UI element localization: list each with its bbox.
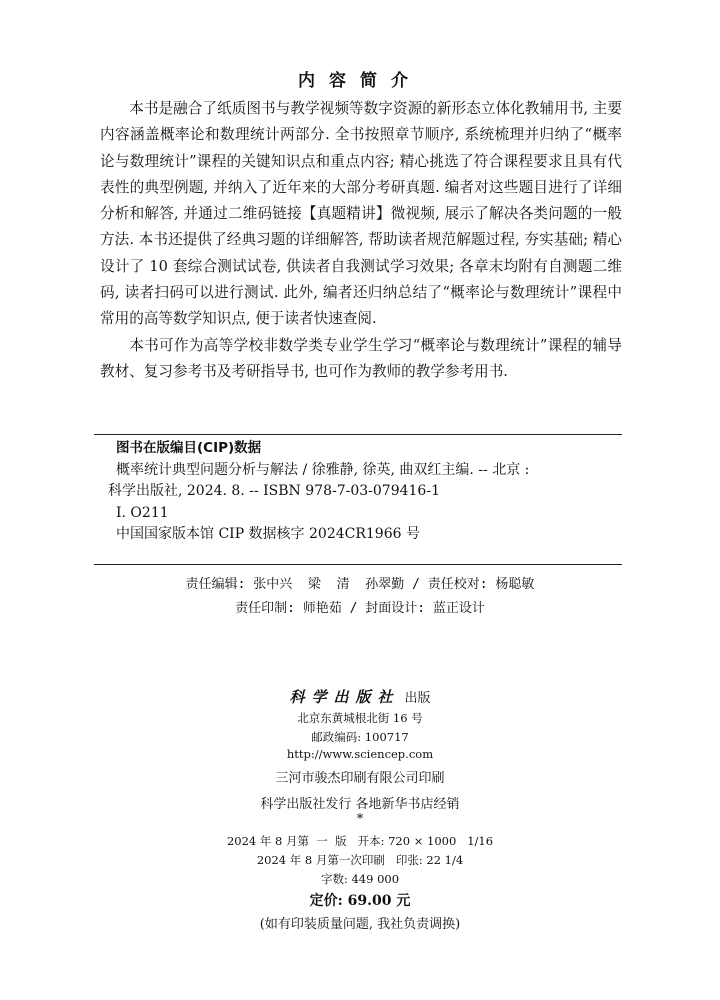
distribution-info: 科学出版社发行 各地新华书店经销 bbox=[260, 797, 460, 812]
edition-info: 2024 年 8 月第 一 版 开本: 720 × 1000 1/16 bbox=[226, 834, 494, 848]
postcode: 邮政编码: 100717 bbox=[311, 730, 409, 744]
editors-line: 责任编辑: 张中兴 梁 清 孙翠勤 / 责任校对: 杨聪敏 bbox=[185, 577, 535, 592]
printer-info: 三河市骏杰印刷有限公司印刷 bbox=[275, 771, 445, 786]
publisher-address: 北京东黄城根北街 16 号 bbox=[297, 711, 423, 725]
cip-record-line-1: 概率统计典型问题分析与解法 / 徐雅静, 徐英, 曲双红主编. -- 北京 : bbox=[116, 461, 530, 478]
publisher-line bbox=[0, 686, 720, 707]
separator-star: * bbox=[356, 812, 364, 827]
cip-approval-number: 中国国家版本馆 CIP 数据核字 2024CR1966 号 bbox=[116, 526, 420, 542]
page-title: 内容简介 bbox=[298, 71, 422, 91]
publisher-logo: 科学出版社 bbox=[289, 688, 400, 706]
cip-top-rule bbox=[94, 434, 622, 435]
publish-word: 出版 bbox=[404, 691, 431, 706]
production-line: 责任印制: 师艳茹 / 封面设计: 蓝正设计 bbox=[235, 601, 485, 616]
book-introduction bbox=[100, 96, 622, 385]
quality-note: (如有印装质量问题, 我社负责调换) bbox=[259, 917, 461, 932]
cip-classification: Ⅰ. O211 bbox=[116, 504, 169, 521]
cip-bottom-rule bbox=[94, 564, 622, 565]
cip-heading: 图书在版编目(CIP)数据 bbox=[116, 440, 262, 456]
intro-paragraph-1: 本书是融合了纸质图书与教学视频等数字资源的新形态立体化教辅用书, 主要内容涵盖概率论和数理统计两部分. 全书按照章节顺序, 系统梳理并归纳了“概率论与数理统计”课程的关键知识点和重点内容; 精心挑选了符合课程要求且具有代表性的典型例题, 并纳入了近年来的大部分考研真题. 编者对这些题目进行了详细分析和解答, 并通过二维码链接【真题精讲】微视频, 展示了解决各类问题的一般方法. 本书还提供了经典习题的详细解答, 帮助读者规范解题过程, 夯实基础; 精心设计了 10 套综合测试试卷, 供读者自我测试学习效果; 各章末均附有自测题二维码, 读者扫码可以进行测试. 此外, 编者还归纳总结了“概率论与数理统计”课程中常用的高等数学知识点, 便于读者快速查阅. bbox=[100, 100, 622, 328]
printing-info: 2024 年 8 月第一次印刷 印张: 22 1/4 bbox=[256, 853, 464, 867]
price: 定价: 69.00 元 bbox=[309, 893, 411, 909]
cip-record-line-2: 科学出版社, 2024. 8. -- ISBN 978-7-03-079416-1 bbox=[108, 483, 440, 499]
intro-paragraph-2: 本书可作为高等学校非数学类专业学生学习“概率论与数理统计”课程的辅导教材、复习参考书及考研指导书, 也可作为教师的教学参考用书. bbox=[100, 336, 622, 380]
cip-data-block bbox=[108, 438, 628, 546]
publisher-website: http://www.sciencep.com bbox=[286, 747, 434, 761]
word-count: 字数: 449 000 bbox=[320, 872, 400, 886]
